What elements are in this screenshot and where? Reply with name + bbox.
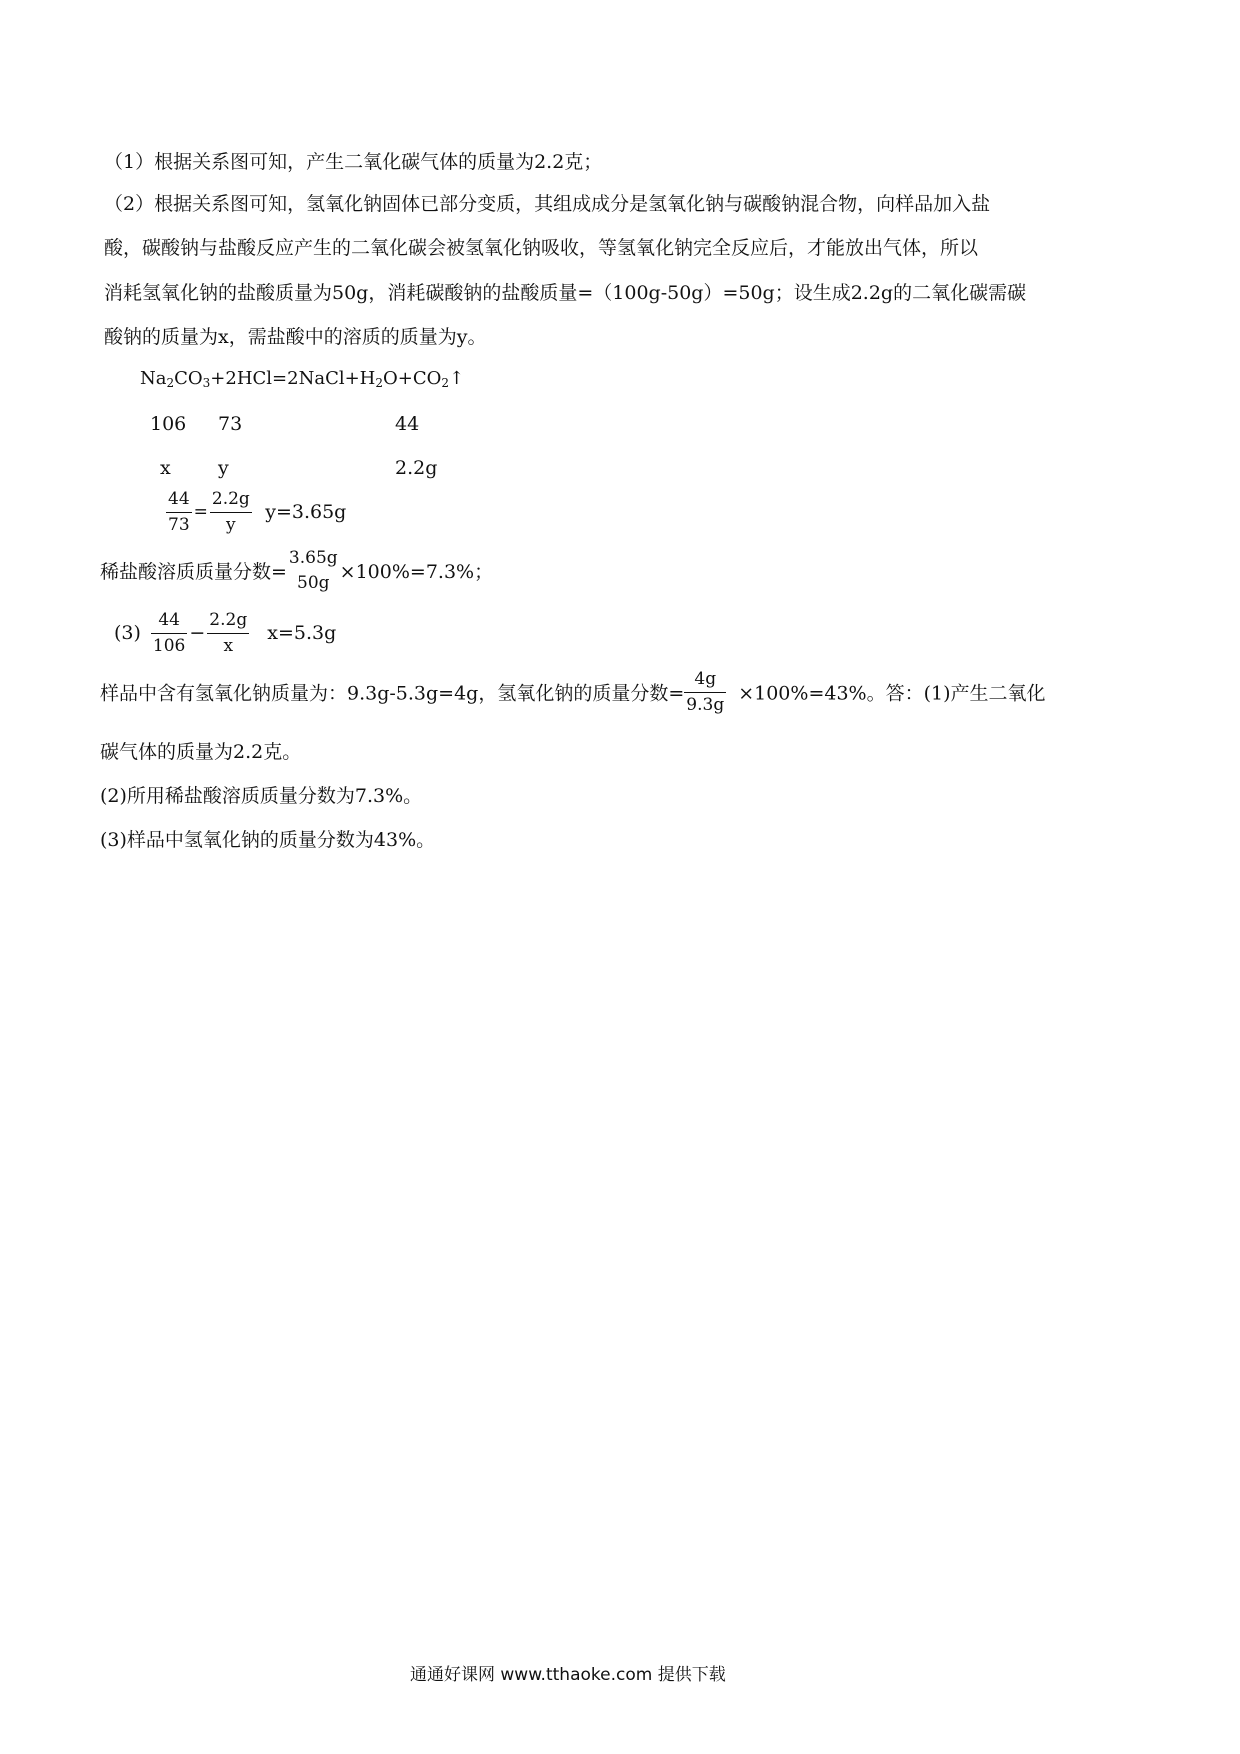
part3-proportion-x: (3) $\frac{44}{106}$ − $\frac{2.2g}{x}$ x=5.3g — [114, 610, 337, 656]
ratio-row-mass-2.2g: 2.2g — [395, 457, 438, 479]
fraction-3.65g-50g: 3.65g 50g — [288, 548, 338, 593]
fraction-2.2g-y: $\frac{2.2g}{y}$ — [211, 489, 250, 535]
ratio-row-unknown-x: x — [160, 457, 171, 479]
footer-credit: 通通好课网 www.tthaoke.com 提供下载 — [410, 1665, 726, 1685]
answer-part3: (3)样品中氢氧化钠的质量分数为43%。 — [100, 829, 436, 851]
fraction-44-73: $\frac{44}{73}$ — [168, 489, 190, 535]
paragraph-part1: （1）根据关系图可知，产生二氧化碳气体的质量为2.2克； — [104, 151, 603, 173]
fraction-44-106: $\frac{44}{106}$ — [152, 610, 186, 656]
acid-mass-fraction: 稀盐酸溶质质量分数= 3.65g 50g ×100%=7.3%； — [100, 548, 494, 593]
paragraph-part2-line1: （2）根据关系图可知，氢氧化钠固体已部分变质，其组成成分是氢氧化钠与碳酸钠混合物，向样品加入盐 — [104, 193, 991, 215]
ratio-row-molar-mass-44: 44 — [395, 413, 420, 435]
answer-part2: (2)所用稀盐酸溶质质量分数为7.3%。 — [100, 785, 423, 807]
paragraph-part2-line3: 消耗氢氧化钠的盐酸质量为50g，消耗碳酸钠的盐酸质量=（100g-50g）=50g；设生成2.2g的二氧化碳需碳 — [104, 282, 1027, 304]
proportion-equation-y: $\frac{44}{73}$ = $\frac{2.2g}{y}$ y=3.65g — [168, 489, 347, 535]
ratio-row-molar-mass-106: 106 — [150, 413, 187, 435]
ratio-row-molar-mass-73: 73 — [218, 413, 243, 435]
fraction-2.2g-x: $\frac{2.2g}{x}$ — [209, 610, 248, 656]
paragraph-part2-line4: 酸钠的质量为x，需盐酸中的溶质的质量为y。 — [104, 326, 487, 348]
fraction-4g-9.3g: $\frac{4g}{9.3g}$ — [686, 669, 725, 715]
chemical-equation: $Na_2CO_3+2HCl=2NaCl+H_2O+CO_2↑$ — [140, 368, 465, 390]
answer-part1: 碳气体的质量为2.2克。 — [100, 741, 302, 763]
naoh-mass-fraction: 样品中含有氢氧化钠质量为：9.3g-5.3g=4g，氢氧化钠的质量分数= $\frac{4g}{9.3g}$ ×100%=43%。答：(1)产生二氧化 — [100, 669, 1046, 715]
paragraph-part2-line2: 酸，碳酸钠与盐酸反应产生的二氧化碳会被氢氧化钠吸收，等氢氧化钠完全反应后，才能放出气体，所以 — [104, 237, 979, 259]
ratio-row-unknown-y: y — [218, 457, 229, 479]
